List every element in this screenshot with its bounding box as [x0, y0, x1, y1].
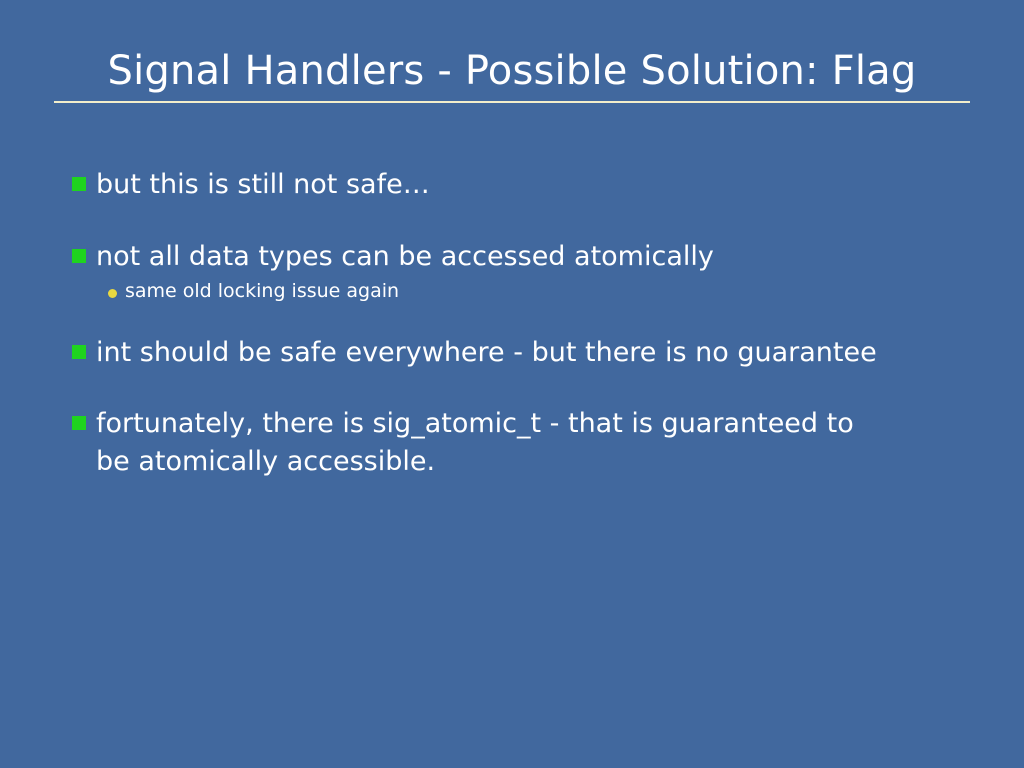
slide-title-block — [54, 48, 970, 103]
square-bullet-icon — [72, 345, 86, 359]
square-bullet-icon — [72, 249, 86, 263]
list-item — [72, 238, 952, 276]
spacer — [72, 373, 952, 405]
list-item — [72, 166, 952, 204]
spacer — [72, 204, 952, 238]
slide-body — [72, 166, 952, 481]
bullet-text: but this is still not safe… — [96, 169, 430, 200]
page-title: Signal Handlers - Possible Solution: Flag — [107, 48, 917, 94]
list-item — [72, 334, 952, 372]
bullet-text: fortunately, there is sig_atomic_t - that is guaranteed to be atomically accessible. — [96, 407, 854, 477]
bullet-text: int should be safe everywhere - but there is no guarantee — [96, 337, 877, 369]
square-bullet-icon — [72, 177, 86, 191]
square-bullet-icon — [72, 416, 86, 430]
title-underline-divider — [54, 101, 970, 103]
dot-bullet-icon — [108, 289, 117, 298]
bullet-text: not all data types can be accessed atomically — [96, 241, 714, 273]
list-item — [108, 279, 952, 305]
list-item — [72, 405, 952, 482]
spacer — [72, 304, 952, 334]
bullet-text: same old locking issue again — [125, 279, 400, 302]
